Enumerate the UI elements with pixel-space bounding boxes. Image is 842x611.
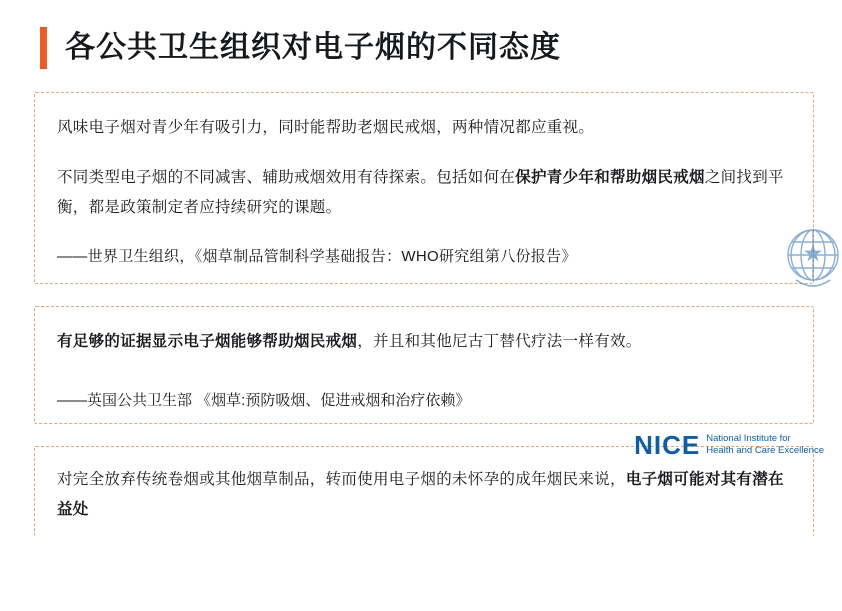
nice-tagline bbox=[706, 433, 824, 457]
title-accent-bar bbox=[40, 27, 47, 69]
phe-p1-rest: ，并且和其他尼古丁替代疗法一样有效。 bbox=[357, 333, 642, 350]
third-p1-part1: 对完全放弃传统卷烟或其他烟草制品，转而使用电子烟的未怀孕的成年烟民来说， bbox=[57, 471, 626, 488]
who-paragraph-1: 风味电子烟对青少年有吸引力，同时能帮助老烟民戒烟，两种情况都应重视。 bbox=[57, 119, 595, 136]
nice-tagline-line1: National Institute for bbox=[706, 433, 791, 444]
phe-source: ——英国公共卫生部 《烟草:预防吸烟、促进戒烟和治疗依赖》 bbox=[57, 392, 471, 409]
quote-block-phe bbox=[34, 306, 814, 424]
nice-logo bbox=[634, 432, 824, 458]
quote-blocks bbox=[0, 64, 842, 536]
title-text: 各公共卫生组织对电子烟的不同态度 bbox=[65, 31, 561, 64]
page-title bbox=[0, 0, 842, 64]
who-p2-bold: 保护青少年和帮助烟民戒烟 bbox=[515, 169, 705, 186]
third-paragraph-1 bbox=[57, 465, 791, 525]
who-logo-icon bbox=[784, 222, 842, 292]
phe-p1-bold: 有足够的证据显示电子烟能够帮助烟民戒烟 bbox=[57, 333, 358, 350]
phe-paragraph-1 bbox=[57, 327, 791, 357]
who-source: ——世界卫生组织，《烟草制品管制科学基础报告：WHO研究组第八份报告》 bbox=[57, 248, 577, 265]
quote-block-who bbox=[34, 92, 814, 284]
nice-wordmark: NICE bbox=[634, 430, 701, 460]
nice-tagline-line2: Health and Care Excellence bbox=[706, 445, 824, 456]
third-p1-bold: 电子烟可能对其有潜在益处 bbox=[57, 471, 784, 518]
who-p2-part2: 之间找到平衡，都是政策制定者应持续研究的课题。 bbox=[57, 169, 784, 216]
who-paragraph-2 bbox=[57, 163, 791, 223]
who-p2-part1: 不同类型电子烟的不同减害、辅助戒烟效用有待探索。包括如何在 bbox=[57, 169, 516, 186]
